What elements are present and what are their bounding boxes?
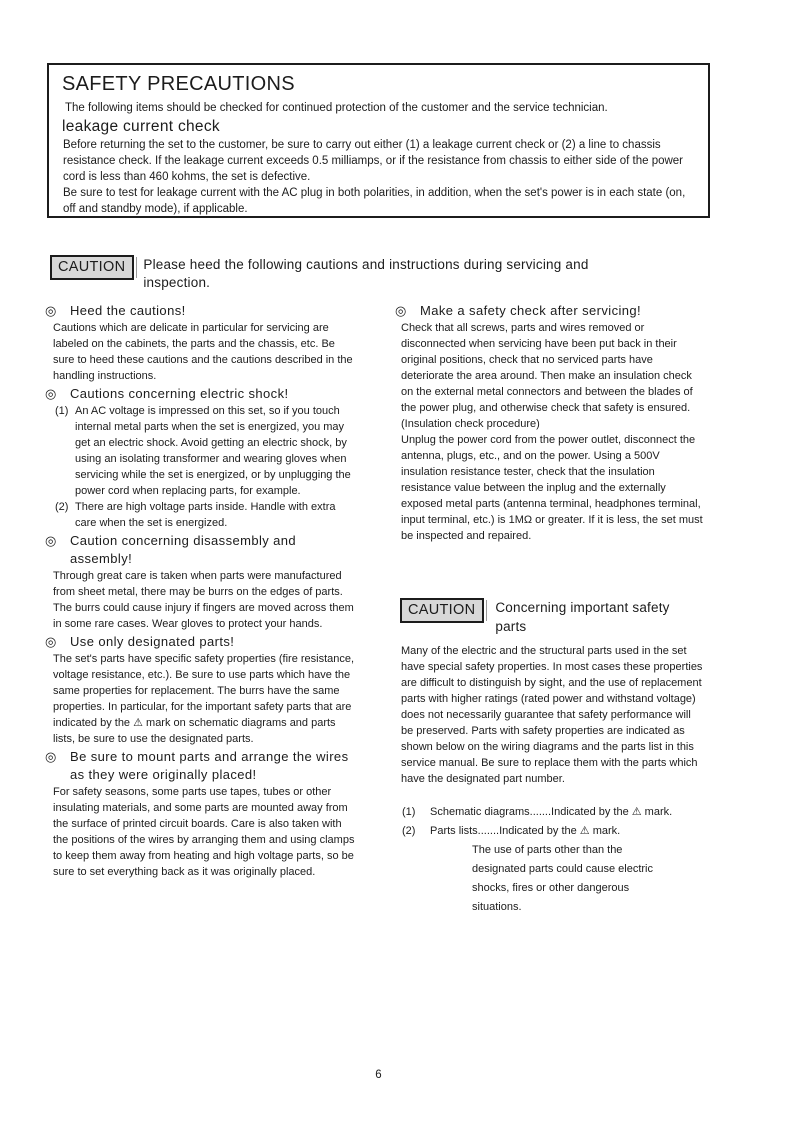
section-heading-text: Make a safety check after servicing! bbox=[420, 303, 642, 318]
caution-label: CAUTION bbox=[50, 255, 134, 280]
caution-label: CAUTION bbox=[400, 598, 484, 623]
bullseye-bullet-icon: ◎ bbox=[395, 303, 407, 318]
item-number: (1) bbox=[402, 806, 416, 818]
item-text: Schematic diagrams.......Indicated by the ⚠ mark. bbox=[430, 806, 673, 818]
section-heading bbox=[45, 748, 359, 784]
section-heading bbox=[45, 532, 359, 568]
caution-banner bbox=[50, 255, 643, 292]
numbered-item bbox=[402, 822, 740, 841]
bullseye-bullet-icon: ◎ bbox=[45, 386, 57, 401]
spacer bbox=[395, 544, 740, 598]
right-column bbox=[395, 301, 740, 917]
section-heading bbox=[45, 385, 359, 403]
intro-text: The following items should be checked for continued protection of the customer and the service technician. bbox=[65, 102, 608, 114]
bullseye-bullet-icon: ◎ bbox=[45, 303, 57, 318]
section-heading-text: Be sure to mount parts and arrange the wires as they were originally placed! bbox=[70, 749, 349, 782]
caution-banner-text: Please heed the following cautions and instructions during servicing and inspection. bbox=[143, 257, 589, 290]
safety-parts-paragraph: Many of the electric and the structural parts used in the set have special safety properties. In most cases these properties are difficult to distinguish by sight, and the use of replacement parts with higher ratings (rated power and withstand voltage) does not necessarily guarantee that safety performance will be preserved. Parts with safety properties are indicated as shown below on the wiring diagrams and the parts list in this service manual. Be sure to replace them with the parts which have the designated part number. bbox=[401, 645, 703, 785]
item-text: There are high voltage parts inside. Handle with extra care when the set is energized. bbox=[75, 501, 336, 529]
item-number: (1) bbox=[55, 405, 69, 417]
item-number: (2) bbox=[402, 825, 416, 837]
numbered-item bbox=[55, 499, 359, 531]
section-heading-text: Caution concerning disassembly and assembly! bbox=[70, 533, 297, 566]
numbered-item bbox=[402, 803, 740, 822]
section-paragraph: For safety seasons, some parts use tapes, tubes or other insulating materials, and some parts are mounted away from the surface of printed circuit boards. Care is also taken with the positions of the wires by arranging them and using clamps to keep them away from heating and high voltage parts, so be sure to set everything back as it was originally placed. bbox=[53, 786, 355, 878]
numbered-item bbox=[55, 403, 359, 499]
section-heading-text: Use only designated parts! bbox=[70, 634, 235, 649]
spacer bbox=[395, 787, 740, 803]
caution-title: Concerning important safety parts bbox=[495, 600, 670, 634]
item-number: (2) bbox=[55, 501, 69, 513]
item-text: Parts lists.......Indicated by the ⚠ mark. bbox=[430, 825, 621, 837]
leakage-check-paragraph: Before returning the set to the customer, be sure to carry out either (1) a leakage current check or (2) a line to chassis resistance check. If the leakage current exceeds 0.5 milliamps, or if the resistance from chassis to either side of the power cord is less than 460 kohms, the set is defective. bbox=[63, 139, 684, 183]
page-title: SAFETY PRECAUTIONS bbox=[62, 73, 295, 95]
section-heading-text: Cautions concerning electric shock! bbox=[70, 386, 289, 401]
safety-precautions-box bbox=[47, 63, 710, 218]
leakage-check-subheading: leakage current check bbox=[62, 118, 220, 135]
section-paragraph: Through great care is taken when parts were manufactured from sheet metal, there may be burrs on the edges of parts. The burrs could cause injury if fingers are moved across them in some rare cases. Wear gloves to protect your hands. bbox=[53, 570, 354, 630]
section-paragraph: Unplug the power cord from the power outlet, disconnect the antenna, plugs, etc., and on the power. Using a 500V insulation resistance tester, check that the insulation resistance value between the inplug and the externally exposed metal parts (antenna terminal, headphones terminal, input terminal, etc.) is 1MΩ or greater. If it is less, the set must be inspected and repaired. bbox=[401, 434, 703, 542]
leakage-check-paragraph: Be sure to test for leakage current with the AC plug in both polarities, in addition, when the set's power is in each state (on, off and standby mode), if applicable. bbox=[63, 187, 686, 215]
section-paragraph: The set's parts have specific safety properties (fire resistance, voltage resistance, etc.). Be sure to use parts which have the same properties for replacement. The burrs have the same properties. In particular, for the important safety parts that are indicated by the ⚠ mark on schematic diagrams and parts lists, be sure to use the designated parts. bbox=[53, 653, 355, 745]
left-column bbox=[45, 301, 359, 880]
insulation-procedure-label: (Insulation check procedure) bbox=[401, 418, 540, 430]
caution-important-parts bbox=[400, 598, 740, 636]
section-heading bbox=[45, 302, 359, 320]
section-heading bbox=[45, 633, 359, 651]
section-heading-text: Heed the cautions! bbox=[70, 303, 186, 318]
bullseye-bullet-icon: ◎ bbox=[45, 533, 57, 548]
page-number: 6 bbox=[375, 1069, 382, 1081]
section-paragraph: Cautions which are delicate in particular for servicing are labeled on the cabinets, the parts and the chassis, etc. Be sure to heed these cautions and the cautions described in the handling instructions. bbox=[53, 322, 353, 382]
bullseye-bullet-icon: ◎ bbox=[45, 749, 57, 764]
section-paragraph: Check that all screws, parts and wires removed or disconnected when servicing have been put back in their original positions, check that no serviced parts have deteriorate the area around. Then make an insulation check on the external metal connectors and between the blades of the power plug, and otherwise check that safety is ensured. bbox=[401, 322, 693, 414]
bullseye-bullet-icon: ◎ bbox=[45, 634, 57, 649]
item-continuation-text: The use of parts other than the designated parts could cause electric shocks, fires or other dangerous situations. bbox=[472, 844, 653, 913]
section-heading bbox=[395, 302, 740, 320]
spacer bbox=[395, 636, 740, 643]
item-text: An AC voltage is impressed on this set, so if you touch internal metal parts when the set is energized, you may get an electric shock. Avoid getting an electric shock, by using an isolating transformer and wearing gloves when servicing while the set is energized, or by unplugging the power cord when replacing parts, for example. bbox=[75, 405, 351, 497]
